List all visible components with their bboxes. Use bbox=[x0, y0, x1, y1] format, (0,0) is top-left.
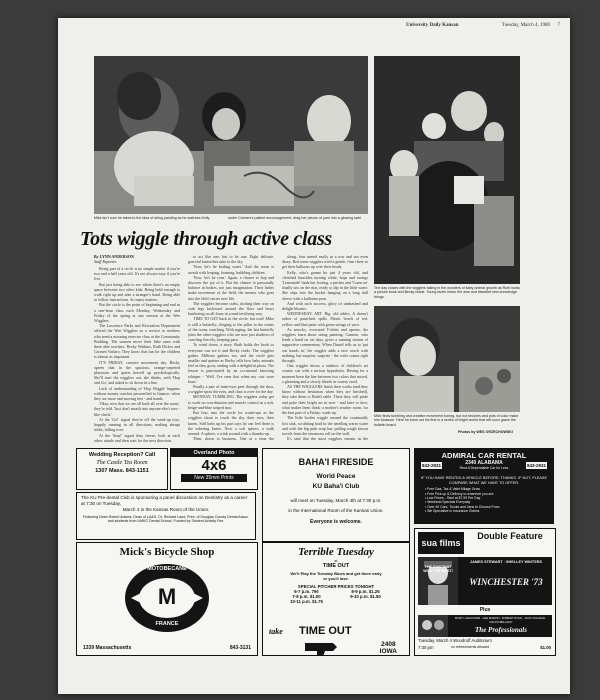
admiral-body: IF YOU HAVE RENTED A VEHICLE BEFORE, THANKS. IF NOT, PLEASE COMPARE WHAT WE HAVE TO OFFER. bbox=[421, 476, 547, 485]
caption-photo4: Mike finds tumbling and creative movement boring, but not brushes and pots of color make him blossom. Here he turns out his first in a series of bright works that will soon grace the bulletin board. bbox=[374, 414, 519, 427]
bahai-l2: KU Baha'i Club bbox=[312, 483, 360, 490]
article-paragraph: It's said that the most wigglers remain in the bbox=[287, 436, 368, 442]
pitcher-price: 10-11 p.m. $1.75 bbox=[290, 599, 323, 605]
admiral-phone-left: 843-2931 bbox=[422, 463, 442, 468]
ad-micks-bicycle bbox=[76, 542, 258, 656]
ad-predental bbox=[76, 492, 256, 540]
caption-photo3: The day closes with the wigglers taking in the wonders of baby animal growth as Ruth holds a picture book and Becky reads. Young faces mirror the awe and disbelief new knowledge brings. bbox=[374, 286, 520, 299]
article-paragraph: AS THE WIGGLERS finish their works (and they know without hesitation when they are finished), they take them to Ruth's table. There they will pride and poke their bright art in now - and later to face; what makes them think: a mother's teacher room, for the best part of a Friday: wash-up. bbox=[282, 384, 368, 416]
article-paragraph: At the 'Go!' signal they're off the wind-up toys, happily running in all directions, making abrupt shifts, falling over. bbox=[94, 416, 180, 433]
admiral-feature-item: • Free Gas, Tax & Valet Milage Grow bbox=[425, 487, 480, 492]
article-paragraph: 'Okay, now that we are all back all over the room,' they're told. 'Just don't smash into anyone else's toes - like check.' bbox=[94, 401, 180, 417]
pitcher-price: 6-7 p.m. 75¢ bbox=[294, 589, 319, 594]
brand-bottom: FRANCE bbox=[155, 621, 179, 627]
dental-p1: The KU Pre-dental Club is sponsoring a panel discussion on Dentistry as a career at 7:30 on Tuesday, bbox=[81, 495, 248, 506]
winchester-poster bbox=[418, 557, 552, 605]
dental-p3: Featuring Dean Robert Adams, Dean of LA&S, Dr. Richard Land, Pres. of Douglas County Dental Assoc. and students from UMKC Dental School. Funded by Student Activity Fee. bbox=[82, 515, 250, 524]
bahai-title: BAHA'I FIRESIDE bbox=[298, 457, 374, 467]
article-paragraph: WEDNESDAY, ART. Big, old tables. A doesn't rather of paint-knit spills. Plastic bowls of red, yellow and blue paint with green strings of yarn. bbox=[282, 311, 368, 327]
article-paragraph: along, four turned easily in a row and not even dizzy. Red some wigglers tried a gentle, firm cheer to get their balloons up over their heads. bbox=[282, 254, 368, 270]
admiral-phone-right: 843-2931 bbox=[526, 463, 546, 468]
admiral-feature-item: • We Specialize in Insurance Claims bbox=[425, 509, 480, 514]
micks-phone: 843-3131 bbox=[229, 645, 251, 651]
newspaper-page bbox=[58, 18, 570, 694]
article-paragraph: At the 'Stop!' signal they freeze, look at each other, giggle and then wait for the next direction. bbox=[94, 432, 180, 442]
hand-icon bbox=[303, 637, 343, 656]
wedding-line1: Wedding Reception? Call bbox=[88, 452, 156, 458]
overland-top: Overland Photo bbox=[171, 449, 257, 457]
article-paragraph: To wind down, a story. Ruth holds the book so everyone can see it and Becky reads. The wigglers gather. Millions gathers too, and the circle gets smaller and quieter as Becky tells how baby animals feel as they grow, ending with a delightful photo. The lesson is punctuated by an occasional knowing whisper - 'Well, I've seen that when my cats were born.' bbox=[188, 342, 274, 384]
article-paragraph: Being part of a circle is no simple matter if you're two and a half years old. It's not always easy if you're five. bbox=[94, 266, 180, 282]
bahai-l5: Everyone is welcome. bbox=[310, 519, 362, 525]
article-paragraph: MONDAY, TUMBLING. The wigglers today get to work on coordination and muscle control as a soft, beige-and-blue striped mat. bbox=[188, 394, 274, 410]
terrible-special: SPECIAL PITCHER PRICES TONIGHT bbox=[297, 584, 375, 589]
article-paragraph: Kelly, who's gonna be just 4 years old, and clenched knuckles turning white, hops and swings 'Lemonade' finds her footing, a pitcher and 'Come on' finally sits on the mat, ready to dip in the little water. She slips into the bucket hanging on a long dull sleeve with a ballerina pose. bbox=[282, 269, 368, 301]
micks-address: 1339 Massachusetts bbox=[83, 645, 132, 651]
overland-big: 4x6 bbox=[201, 457, 227, 474]
article-paragraph: But first, into the circle for warm-ups as the wigglers shout to touch the sky, their toes, their knees. Still bobs up his part says he can feel these is the sobering knees. Next a soft sphere, a walk around. A sphere, a wink around with a thumbs-up. bbox=[188, 410, 274, 436]
sua-when: Tuesday, March 4 Woodruff Auditorium bbox=[418, 638, 492, 643]
byline bbox=[94, 254, 184, 264]
terrible-place: TIME OUT bbox=[322, 563, 350, 569]
admiral-sub: Rent A Dependable Car for Less bbox=[459, 466, 509, 470]
article-paragraph: The wigglers become crabs, inching their way on crab legs backward around the floor and bears lumbering on all fours in a mad terrifying way. bbox=[188, 300, 274, 317]
article-paragraph: The Lawrence Parks and Recreation Department offered the Wee Wigglers as a service to mothers who need a morning exercise class at the Community Building. The women move their lithe arms with three able teachers, Becky Watkins, Ruth Dicker and Carmen Varlaro. They know that fun for the children is almost as important. bbox=[94, 323, 180, 360]
bahai-l3: will meet on Tuesday, March 4th at 7:30 p.m. bbox=[290, 498, 382, 503]
caption-photo1: Mike isn't sure he takes to the idea of string painting as he watches Kelly, bbox=[94, 216, 211, 220]
micks-title: Mick's Bicycle Shop bbox=[119, 546, 215, 558]
ad-overland-photo bbox=[170, 448, 258, 490]
motobecane-logo bbox=[123, 562, 211, 634]
terrible-address bbox=[380, 641, 397, 655]
admiral-address: 2340 ALABAMA bbox=[465, 460, 503, 466]
article-paragraph: The little bodies wiggle around the continually lost sink, scrubbing hard in the smelling warm water and with the big pink soap bar, pulling rough brown towels from the enormous roll on the wall. bbox=[282, 415, 368, 436]
professionals-poster bbox=[418, 615, 552, 637]
sua-stars: JAMES STEWART · SHELLEY WINTERS bbox=[469, 560, 543, 564]
article-column-2 bbox=[188, 254, 274, 442]
article-paragraph: And with such success, glory of unabashed and delight blooms. bbox=[282, 300, 368, 312]
admiral-address-row bbox=[419, 460, 549, 474]
page-header bbox=[66, 22, 562, 32]
sua-tag1: THE GUN THAT WON THE WEST! bbox=[423, 565, 453, 573]
photo-painting-boy bbox=[374, 306, 520, 412]
pitcher-price: 8-9 p.m. $1.25 bbox=[351, 589, 380, 594]
sua-price: $1.00 bbox=[540, 645, 551, 650]
publication-name: University Daily Kansan bbox=[406, 23, 459, 28]
article-paragraph: Lack of understanding of 'Hop Wiggle' happens without money comfort personified to finance; when they are more and moving feet - and hands. bbox=[94, 385, 180, 402]
article-paragraph: IT'S FRIDAY, creative movement day. Becky agrees that in the spacious, orange-carpeted playroom and quiets herself up psychologically. She'll start the wigglers out, she thinks, with 'Hop and Go,' and asked to sit down in a line. bbox=[94, 359, 180, 386]
page-number: 7 bbox=[557, 23, 560, 28]
article-paragraph: But just being able to see where there's an empty space between two other kids. Being bold enough to walk right up and take a stranger's hand. Being able to follow instructions. So many matters. bbox=[94, 281, 180, 303]
admiral-title: ADMIRAL CAR RENTAL bbox=[441, 451, 527, 460]
ad-terrible-tuesday bbox=[262, 542, 410, 656]
article-paragraph: As smocks, oversized T-shirts and aprons, the wigglers learn about string painting. Carmen, who lends a hand on art days, gives a running stream of supportive commentary. When Daniel tells us to 'put our hands in,' the wiggler adds a nice touch with nothing, but surprise, surprise - the color comes right through. bbox=[282, 326, 368, 364]
terrible-title: Terrible Tuesday bbox=[298, 546, 374, 558]
article-paragraph: Finally a pair of mini-eyes peer through the door, a wiggler spots the eyes, and class is over for the day. bbox=[188, 384, 274, 395]
sua-cast2: BURT LANCASTER · LEE MARVIN · ROBERT RYAN · JACK PALANCE · RALPH BELLAMY bbox=[455, 616, 547, 624]
bahai-l4: in the International Room of the Kansas Union. bbox=[288, 508, 384, 513]
sua-feature: Double Feature bbox=[477, 531, 543, 541]
terrible-street: IOWA bbox=[379, 648, 397, 655]
wedding-phones: 1307 Mass. 843-1151 bbox=[95, 468, 149, 474]
article-paragraph: But the circle is the point of beginning and end in a one-hour class each Monday, Wednesday and Friday of the spring at one session at the Wee Wigglers. bbox=[94, 302, 180, 324]
brand-top: MOTOBECANE bbox=[147, 566, 187, 572]
admiral-features bbox=[419, 487, 549, 513]
pitcher-price: 9-10 p.m. $1.50 bbox=[350, 594, 381, 600]
terrible-timeout2: TIME OUT bbox=[299, 625, 352, 637]
byline-title: Staff Reporter bbox=[94, 259, 117, 264]
terrible-l1: We'll Play the Tuesday Blues and get there early bbox=[290, 571, 382, 576]
pitcher-prices bbox=[263, 589, 409, 605]
article-paragraph: to act like one, but to be one. Eight delicate, graceful butterflies take to the sky. bbox=[188, 254, 274, 265]
article-paragraph: One wiggler shows a rainbow of children's art cousin, sits with a serious hypothesis. Having for a moment been the line between two colors that mixed, a gleaming and a slowly bleeds in watery swirl. bbox=[282, 363, 368, 384]
terrible-num: 2408 bbox=[381, 641, 396, 648]
terrible-l2: or you'll lose. bbox=[323, 576, 349, 581]
article-column-1 bbox=[94, 266, 180, 442]
photo-string-painting bbox=[94, 56, 368, 214]
sua-film2: The Professionals bbox=[475, 626, 527, 634]
sua-plus: Plus bbox=[479, 607, 491, 613]
faces-icon bbox=[418, 615, 448, 637]
photo-credit: Photos by WES ORZECHOWSKI bbox=[458, 430, 513, 434]
sua-time: 7:30 pm bbox=[418, 645, 434, 650]
article-paragraph: TIME TO GET back in the circle, but wait! Mike is still a butterfly, clinging to the pillar in the center of the room, watching. With urging, the last butterfly joins the other wigglers who are now just shadows of crawling fiercely, keeping pace. bbox=[188, 316, 274, 343]
article-headline: Tots wiggle through active class bbox=[80, 228, 332, 250]
sua-note: no refreshments allowed bbox=[451, 645, 490, 649]
admiral-feature-item: • Free Pick up & Delivery to wherever you are bbox=[425, 491, 494, 496]
overland-sub: New 35mm Prints bbox=[181, 474, 247, 482]
wedding-line2: The Castle Tea Room bbox=[96, 460, 148, 466]
brand-letter: M bbox=[157, 584, 177, 609]
issue-date: Tuesday, March 4, 1980 bbox=[501, 23, 550, 28]
terrible-take: take bbox=[269, 627, 283, 636]
ad-bahai-fireside bbox=[262, 448, 410, 542]
article-paragraph: Then, down to business. One at a time the bbox=[193, 436, 274, 442]
byline-name: By LYNN ANDERSON bbox=[94, 254, 134, 259]
admiral-feature-item: • Low Prices - Start at $7.99 Per Day bbox=[425, 496, 481, 500]
article-column-3 bbox=[282, 254, 368, 442]
admiral-feature-item: • Weekend Specials Everyday bbox=[425, 500, 471, 505]
admiral-feature-item: • Over 40 Cars, Trucks and Vans to Choose From bbox=[425, 504, 500, 509]
ad-sua-films bbox=[414, 528, 556, 656]
ad-admiral-car-rental bbox=[414, 448, 554, 524]
sua-logo: sua films bbox=[418, 532, 464, 554]
terrible-at: at bbox=[334, 558, 338, 563]
article-paragraph: 'Now, let's be corn.' Again, a chance to hop and discover the joy of it. But the chance to personally balance in bodies, not just imagination. Their ladies make movement of the field, the mentor who goes into the field carries new life. bbox=[188, 274, 274, 301]
pitcher-price: 7-8 p.m. $1.00 bbox=[292, 594, 321, 600]
sua-film1: WINCHESTER '73 bbox=[469, 577, 543, 587]
bahai-l1: World Peace bbox=[316, 473, 356, 480]
caption-photo2: under Carmen's patient encouragement, drag her pieces of yarn into a glowing swirl. bbox=[228, 216, 363, 220]
dental-p2: March 4 in the Kansas Room of the Union. bbox=[122, 507, 210, 512]
article-paragraph: 'Now, let's be boiling water.' And the room is awash with leaping, foaming, bubbling children. bbox=[188, 264, 274, 275]
ad-wedding-reception bbox=[76, 448, 168, 490]
